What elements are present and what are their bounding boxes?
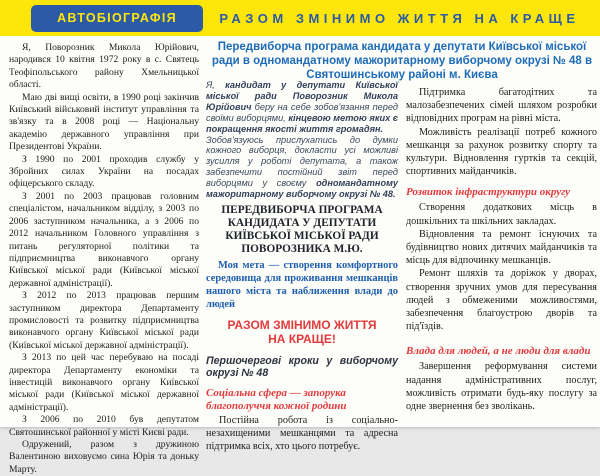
section-body-social: Постійна робота із соціально-незахищеними мешканцями та адресна підтримка всіх, хто цього потребує. xyxy=(206,414,398,453)
pledge-paragraph xyxy=(206,80,398,135)
section-title-social: Соціальна сфера — запорука благополуччя кожної родини xyxy=(206,386,347,412)
banner-slogan: РАЗОМ ЗМІНИМО ЖИТТЯ НА КРАЩЕ xyxy=(219,10,580,26)
pledge-goal-bold: кінцевою метою яких є покращення якості життя громадян. xyxy=(206,112,398,134)
section-title-infrastructure: Розвиток інфраструктури округу xyxy=(406,186,571,199)
pledge-mid: беру на себе зобов'язання перед своїми виборцями, xyxy=(206,101,398,123)
infrastructure-paragraph: Ремонт шляхів та доріжок у дворах, створення зручних умов для пересування людей з обмеженими можливостями, забезпечення благоустрою дворів та під'їздів. xyxy=(406,268,597,333)
autobiography-header: АВТОБІОГРАФІЯ xyxy=(31,5,203,32)
program-middle-column xyxy=(206,80,398,454)
autobiography-paragraph: Я, Поворозник Микола Юрійович, народився 10 квітня 1972 року в с. Святець Теофіпольського району Хмельницької області. xyxy=(9,42,199,91)
support-paragraph: Підтримка багатодітних та малозабезпечених сімей шляхом розробки відповідних програм на рівні міста. xyxy=(406,87,597,125)
infrastructure-paragraph: Створення додаткових місць в дошкільних та шкільних закладах. xyxy=(406,202,597,227)
support-paragraph: Можливість реалізації потреб кожного мешканця за рахунок розвитку спорту та культури. Відновлення гуртків та секцій, спортивних майданчиків. xyxy=(406,126,597,178)
autobiography-paragraph: З 2012 по 2013 працював першим заступником директора Департаменту промисловості та розвитку підприємництва виконавчого органу Київської міської ради (Київської міської державної адміністрації). xyxy=(9,290,199,351)
autobiography-paragraph: З 2013 по цей час перебуваю на посаді директора Департаменту економіки та інвестицій виконавчого органу Київської міської ради (Київської міської державної адміністрації). xyxy=(9,352,199,413)
section-title-power: Влада для людей, а не люди для влади xyxy=(406,345,591,358)
section-body-power: Завершення реформування системи надання адміністративних послуг, можливість отримати будь-яку послугу за одне звернення без зволікань. xyxy=(406,361,597,413)
autobiography-paragraph: Одружений, разом з дружиною Валентиною виховуємо сина Юрія та доньку Марту. xyxy=(9,439,199,475)
pledge-paragraph xyxy=(206,135,398,200)
autobiography-paragraph: З 1990 по 2001 проходив службу у Збройних силах України на посадах офіцерського складу. xyxy=(9,153,199,190)
program-title: ПЕРЕДВИБОРЧА ПРОГРАМА КАНДИДАТА У ДЕПУТАТИ КИЇВСЬКОЇ МІСЬКОЇ РАДИ ПОВОРОЗНИКА М.Ю. xyxy=(221,203,383,255)
pledge2-text: Зобов'язуюсь прислухатись до думки кожного виборця, докласти усі можливі зусилля у роботі депутата, а також забезпечити постійний звіт перед виборцями у своєму xyxy=(206,134,398,189)
autobiography-paragraph: З 2001 по 2003 працював головним спеціалістом, начальником відділу, з 2003 по 2006 заступником начальника, а з 2006 по 2012 начальником Головного управління з питань регуляторної політики та підприємництва виконавчого органу Київської міської ради (Київської міської державної адміністрації). xyxy=(9,190,199,289)
program-heading: Передвиборча програма кандидата у депутати Київської міської ради в одномандатному мажоритарному виборчому окрузі № 48 в Святошинському районі м. Києва xyxy=(211,41,593,81)
infrastructure-paragraph: Відновлення та ремонт існуючих та будівництво нових дитячих майданчиків та місць для відпочинку мешканців. xyxy=(406,228,597,267)
pledge2-district-bold: одномандатному мажоритарному виборчому окрузі № 48. xyxy=(206,178,398,200)
autobiography-paragraph: З 2006 по 2010 був депутатом Святошинської районної у місті Києві ради. xyxy=(9,414,199,438)
goal-statement: Моя мета — створення комфортного середовища для проживання мешканців нашого міста та наближення влади до людей xyxy=(206,259,398,310)
autobiography-paragraph: Маю дві вищі освіти, в 1990 році закінчив Київський військовий інститут управління та зв'язку та в 2008 році — Національну академію державного управління при Президентові України. xyxy=(9,91,199,153)
top-banner xyxy=(0,0,600,36)
autobiography-column xyxy=(9,42,199,476)
first-steps-heading: Першочергові кроки у виборчому окрузі № 48 xyxy=(206,354,398,380)
slogan-exclaim: РАЗОМ ЗМІНИМО ЖИТТЯ НА КРАЩЕ! xyxy=(227,317,377,346)
pledge-lead: Я, xyxy=(206,80,226,90)
program-right-column xyxy=(406,86,597,413)
pledge-candidate-name: кандидат у депутати Київської міської ради Поворозник Микола Юрійович xyxy=(206,80,398,112)
